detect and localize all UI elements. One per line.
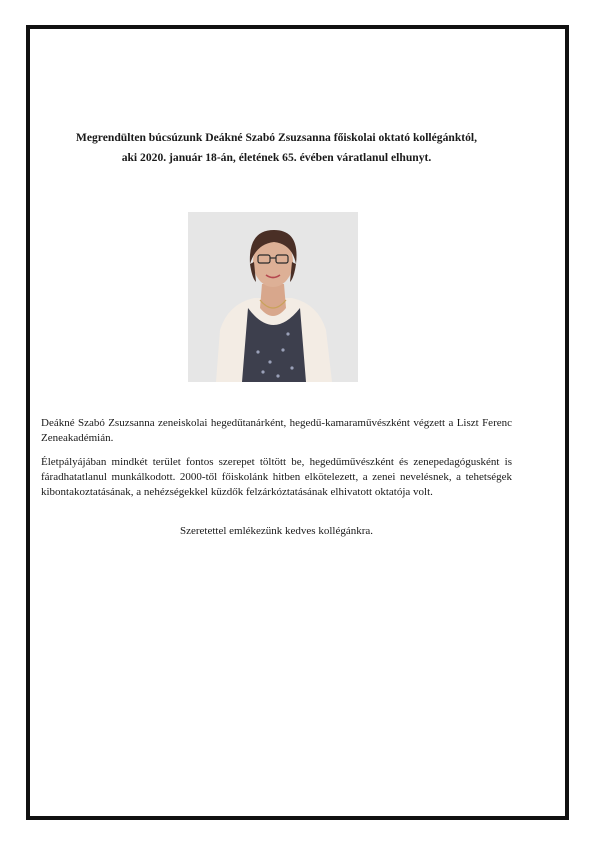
portrait-photo: [188, 212, 358, 382]
obituary-heading: [40, 128, 513, 168]
heading-line-1: Megrendülten búcsúzunk Deákné Szabó Zsuzsanna főiskolai oktató kollégánktól,: [75, 131, 478, 144]
heading-line-2: aki 2020. január 18-án, életének 65. évében váratlanul elhunyt.: [121, 151, 432, 164]
paragraph-career: Életpályájában mindkét terület fontos szerepet töltött be, hegedűművészként és zenepedagógusként is fáradhatatlanul munkálkodott. 2000-től főiskolánk hitben elkötelezett, a zenei nevelésnek, a tehetségek kibontakoztatásának, a nehézségekkel küzdők felzárkóztatásának elhivatott oktatója volt.: [41, 456, 512, 498]
closing-remembrance: Szeretettel emlékezünk kedves kollégánkra.: [179, 525, 374, 537]
paragraph-education: Deákné Szabó Zsuzsanna zeneiskolai hegedűtanárként, hegedű-kamaraművészként végzett a Liszt Ferenc Zeneakadémián.: [41, 417, 512, 444]
